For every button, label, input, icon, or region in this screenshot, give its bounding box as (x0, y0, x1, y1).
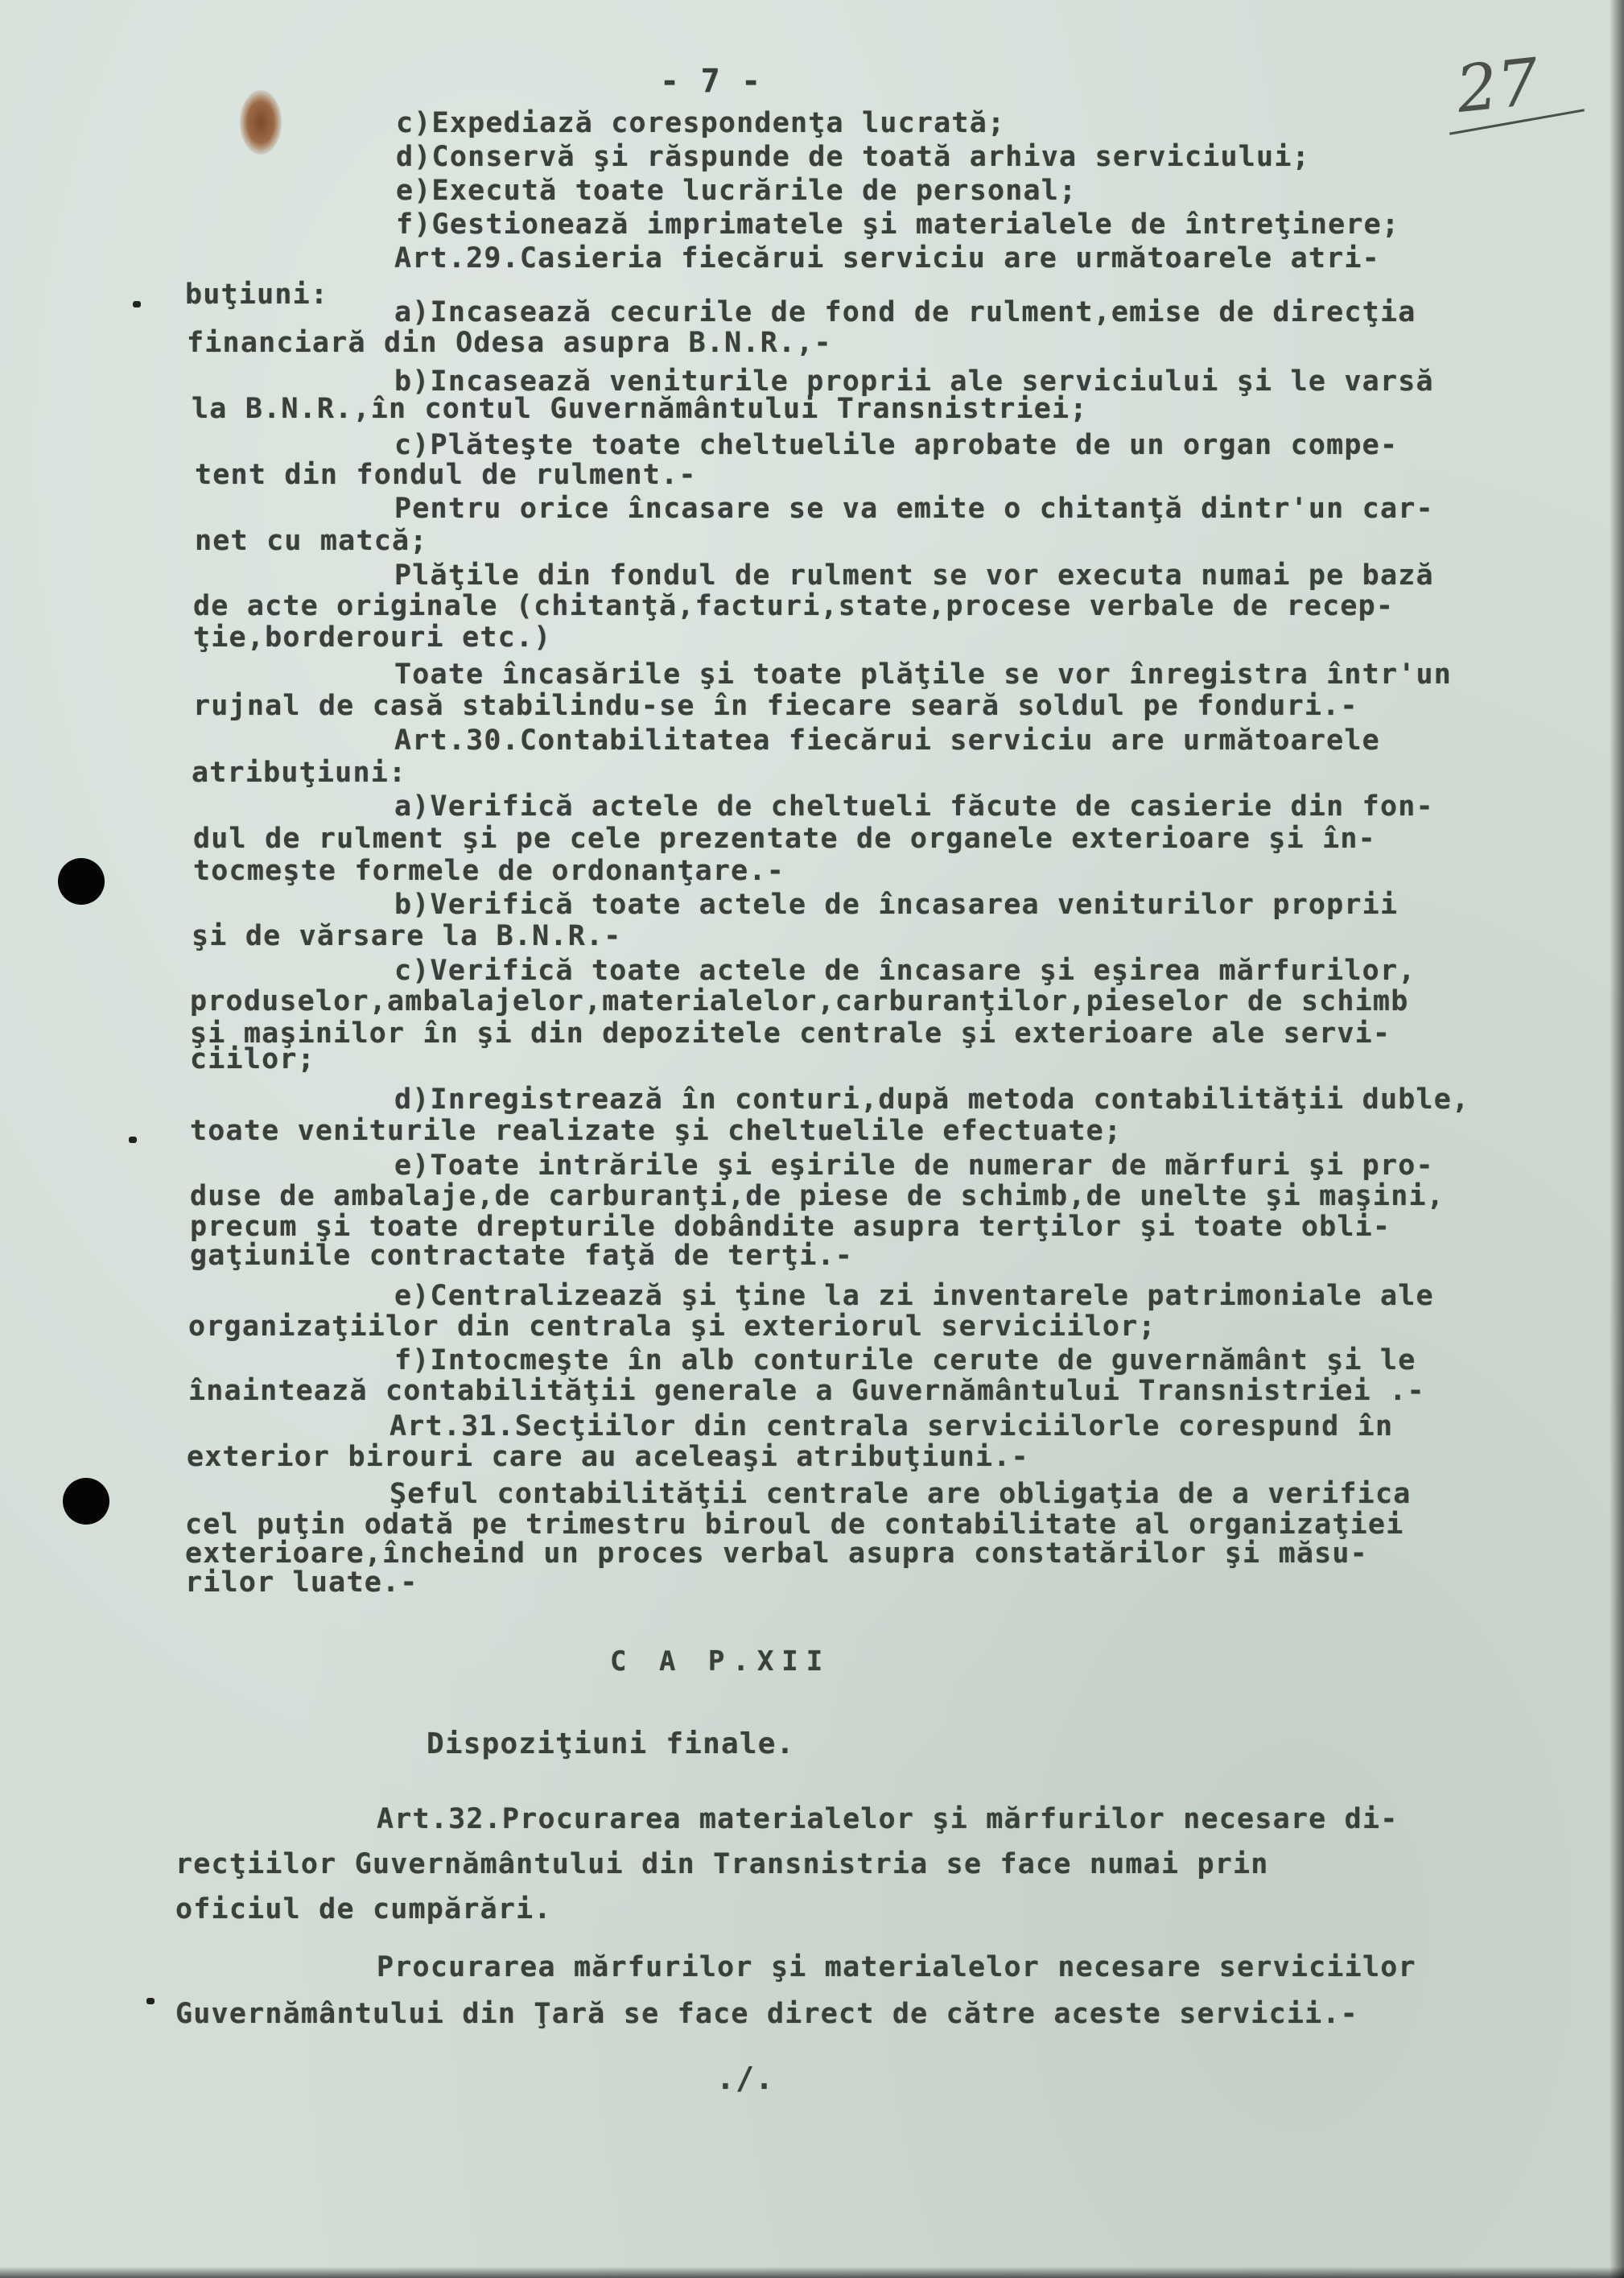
text-line: toate veniturile realizate şi cheltuelile efectuate; (190, 1115, 1123, 1147)
text-line: tocmeşte formele de ordonanţare.- (193, 855, 785, 887)
text-line: Plăţile din fondul de rulment se vor executa numai pe bază (394, 559, 1434, 592)
chapter-heading: C A P.XII (610, 1645, 831, 1678)
margin-mark (129, 1137, 137, 1143)
text-line: ciilor; (190, 1043, 315, 1075)
end-mark: ./. (716, 2061, 775, 2096)
text-line: c)Verifică toate actele de încasare şi eşirea mărfurilor, (394, 955, 1416, 987)
text-line: e)Centralizează şi ţine la zi inventarele patrimoniale ale (394, 1280, 1434, 1312)
text-line: dul de rulment şi pe cele prezentate de organele exterioare şi în- (193, 823, 1376, 855)
text-line: Art.30.Contabilitatea fiecărui serviciu are următoarele (394, 724, 1380, 757)
text-line: Toate încasările şi toate plăţile se vor înregistra într'un (394, 658, 1453, 691)
text-line: net cu matcă; (195, 525, 428, 557)
text-line: Şeful contabilităţii centrale are obligaţia de a verifica (390, 1478, 1412, 1510)
text-line: şi de vărsare la B.N.R.- (192, 920, 622, 952)
text-line: buţiuni: (185, 279, 329, 311)
text-line: f)Gestionează imprimatele şi materialele de întreţinere; (396, 208, 1400, 241)
margin-mark (133, 301, 141, 307)
punch-hole-bottom (63, 1478, 109, 1525)
final-line: recţiilor Guvernământului din Transnistria se face numai prin (175, 1848, 1269, 1880)
text-line: ţie,borderouri etc.) (193, 621, 552, 654)
text-line: cel puţin odată pe trimestru biroul de contabilitate al organizaţiei (185, 1508, 1404, 1541)
text-line: organizaţiilor din centrala şi exteriorul serviciilor; (188, 1310, 1156, 1343)
text-line: f)Intocmeşte în alb conturile cerute de guvernământ şi le (394, 1344, 1416, 1376)
text-line: gaţiunile contractate faţă de terţi.- (190, 1240, 854, 1272)
text-line: şi maşinilor în şi din depozitele centrale şi exterioare ale servi- (190, 1017, 1391, 1050)
margin-mark (146, 1998, 155, 2004)
final-line: Guvernământului din Ţară se face direct de către aceste servicii.- (175, 1998, 1358, 2030)
chapter-title: Dispoziţiuni finale. (427, 1727, 795, 1760)
final-line: Procurarea mărfurilor şi materialelor necesare serviciilor (377, 1951, 1416, 1983)
text-line: de acte originale (chitanţă,facturi,state,procese verbale de recep- (193, 590, 1395, 622)
text-line: financiară din Odesa asupra B.N.R.,- (187, 327, 832, 359)
text-line: Art.29.Casieria fiecărui serviciu are următoarele atri- (394, 242, 1380, 274)
page-number: - 7 - (660, 63, 762, 100)
text-line: exterior birouri care au aceleaşi atribuţiuni.- (187, 1441, 1029, 1473)
page-bottom-shadow (0, 2267, 1624, 2278)
stain (240, 90, 282, 155)
text-line: c)Expediază corespondenţa lucrată; (396, 107, 1006, 139)
text-line: tent din fondul de rulment.- (195, 459, 697, 491)
text-line: a)Verifică actele de cheltueli făcute de casierie din fon- (394, 790, 1434, 823)
text-line: b)Incasează veniturile proprii ale serviciului şi le varsă (394, 365, 1434, 398)
page-edge-shadow (1610, 0, 1624, 2278)
text-line: rujnal de casă stabilindu-se în fiecare seară soldul pe fonduri.- (193, 690, 1358, 722)
text-line: Pentru orice încasare se va emite o chitanţă dintr'un car- (394, 493, 1434, 525)
text-line: c)Plăteşte toate cheltuelile aprobate de un organ compe- (394, 429, 1399, 461)
text-line: înaintează contabilităţii generale a Guvernământului Transnistriei .- (188, 1375, 1425, 1407)
punch-hole-top (58, 858, 105, 905)
text-line: b)Verifică toate actele de încasarea veniturilor proprii (394, 889, 1399, 921)
final-line: Art.32.Procurarea materialelor şi mărfurilor necesare di- (377, 1803, 1399, 1835)
folio-number: 27 (1453, 43, 1543, 128)
text-line: atribuţiuni: (192, 757, 407, 789)
text-line: Art.31.Secţiilor din centrala serviciilorle corespund în (390, 1410, 1394, 1442)
text-line: e)Toate intrările şi eşirile de numerar de mărfuri şi pro- (394, 1149, 1434, 1182)
text-line: e)Execută toate lucrările de personal; (396, 175, 1078, 207)
text-line: d)Inregistrează în conturi,după metoda contabilităţii duble, (394, 1083, 1470, 1116)
text-line: produselor,ambalajelor,materialelor,carburanţilor,pieselor de schimb (190, 985, 1409, 1017)
text-line: duse de ambalaje,de carburanţi,de piese de schimb,de unelte şi maşini, (190, 1180, 1445, 1212)
text-line: precum şi toate drepturile dobândite asupra terţilor şi toate obli- (190, 1211, 1391, 1243)
text-line: d)Conservă şi răspunde de toată arhiva serviciului; (396, 141, 1310, 173)
text-line: rilor luate.- (185, 1566, 418, 1599)
text-line: exterioare,încheind un proces verbal asupra constatărilor şi măsu- (185, 1537, 1368, 1570)
text-line: la B.N.R.,în contul Guvernământului Transnistriei; (192, 393, 1088, 425)
final-line: oficiul de cumpărări. (175, 1893, 552, 1925)
text-line: a)Incasează cecurile de fond de rulment,emise de direcţia (394, 296, 1416, 328)
